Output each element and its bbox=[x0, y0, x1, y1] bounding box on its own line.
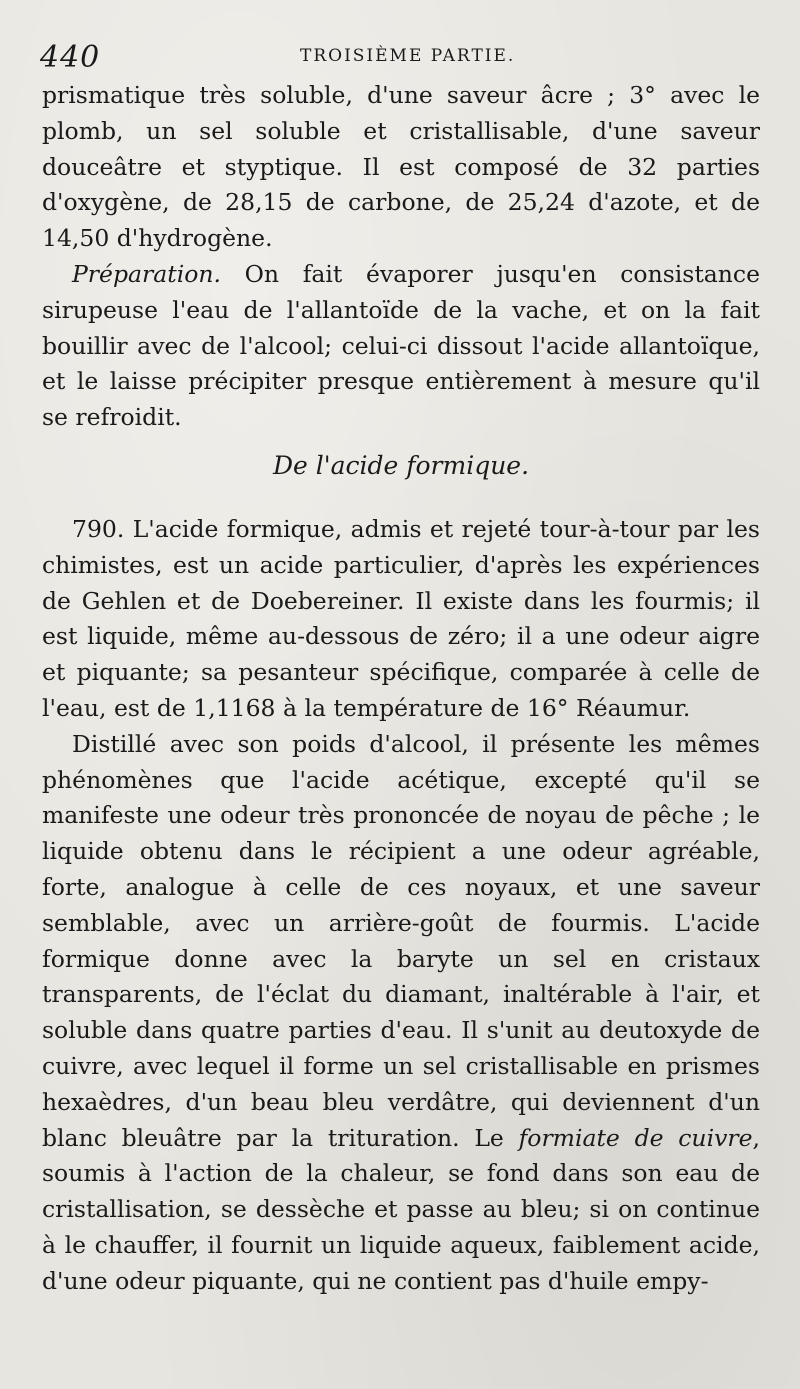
distillation-text-a: Distillé avec son poids d'alcool, il présente les mêmes phénomènes que l'acide acétique, excepté qu'il se manifeste une odeur très prononcée de noyau de pêche ; le liquide obtenu dans le récipient a une odeur agréable, forte, analogue à celle de ces noyaux, et une saveur semblable, avec un arrière-goût de fourmis. L'acide formique donne avec la baryte un sel en cristaux transparents, de l'éclat du diamant, inaltérable à l'air, et soluble dans quatre parties d'eau. Il s'unit au deutoxyde de cuivre, avec lequel il forme un sel cristallisable en prismes hexaèdres, d'un beau bleu verdâtre, qui deviennent d'un blanc bleuâtre par la trituration. Le bbox=[42, 729, 760, 1152]
formiate-term: formiate de cuivre bbox=[518, 1123, 753, 1152]
spacer bbox=[42, 496, 760, 512]
running-head: TROISIÈME PARTIE. bbox=[300, 46, 516, 66]
body-text bbox=[42, 78, 760, 1300]
page-header bbox=[40, 36, 760, 76]
page-number: 440 bbox=[40, 40, 101, 75]
paragraph-distillation bbox=[42, 727, 760, 1300]
preparation-text: On fait évaporer jusqu'en consistance sirupeuse l'eau de l'allantoïde de la vache, et on la fait bouillir avec de l'alcool; celui-ci dissout l'acide allantoïque, et le laisse précipiter presque entièrement à mesure qu'il se refroidit. bbox=[42, 259, 760, 432]
paragraph-790: 790. L'acide formique, admis et rejeté tour-à-tour par les chimistes, est un acide particulier, d'après les expériences de Gehlen et de Doebereiner. Il existe dans les fourmis; il est liquide, même au-dessous de zéro; il a une odeur aigre et piquante; sa pesanteur spécifique, comparée à celle de l'eau, est de 1,1168 à la température de 16° Réaumur. bbox=[42, 514, 760, 722]
paragraph-preparation bbox=[42, 257, 760, 436]
paragraph-continued: prismatique très soluble, d'une saveur âcre ; 3° avec le plomb, un sel soluble et cristallisable, d'une saveur douceâtre et styptique. Il est composé de 32 parties d'oxygène, de 28,15 de carbone, de 25,24 d'azote, et de 14,50 d'hydrogène. bbox=[42, 81, 760, 253]
distillation-text-b: , soumis à l'action de la chaleur, se fond dans son eau de cristallisation, se dessèche et passe au bleu; si on continue à le chauffer, il fournit un liquide aqueux, faiblement acide, d'une odeur piquante, qui ne contient pas d'huile empy- bbox=[42, 1123, 760, 1295]
preparation-label: Préparation. bbox=[72, 259, 221, 288]
section-title: De l'acide formique. bbox=[272, 450, 530, 480]
